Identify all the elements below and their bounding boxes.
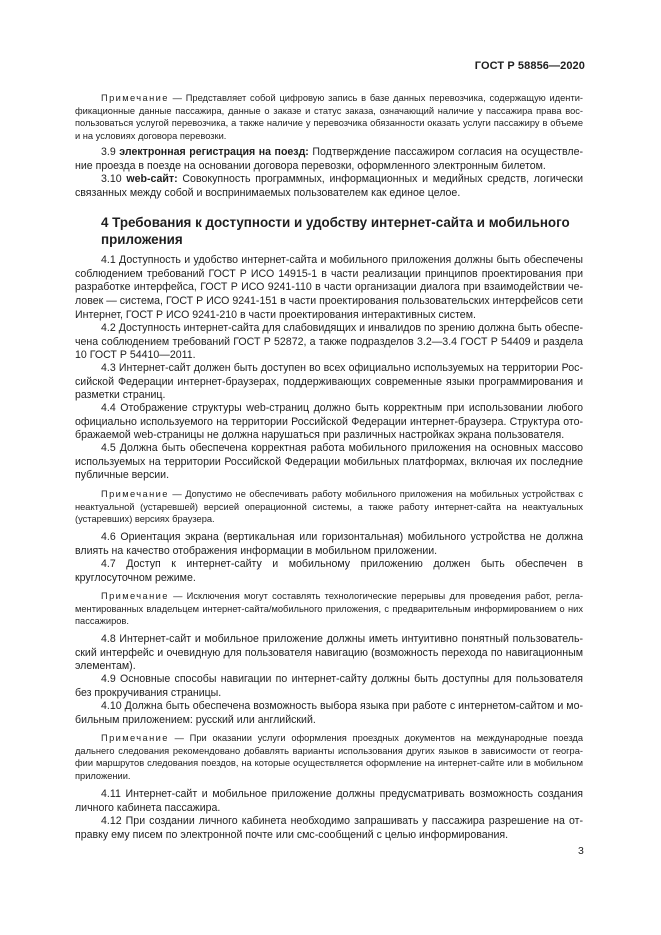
note-text: — Исключения могут составлять технологические перерывы для проведения работ, регла-ментированных владельцем интернет-сайта/мобильного приложения, с предварительным информированием о них пассажиров. [75,591,583,627]
clause-4-5: 4.5 Должна быть обеспечена корректная работа мобильного приложения на основных массово используемых на территории Российской Федерации мобильных платформах, включая их последние публичные версии. [75,442,583,482]
note-label: Примечание [101,93,169,103]
clause-4-8: 4.8 Интернет-сайт и мобильное приложение должны иметь интуитивно понятный пользователь-ский интерфейс и очевидную для пользователя навигацию (возможность перехода по навигационным элементам). [75,633,583,673]
clause-3-9 [75,146,583,173]
clause-4-1: 4.1 Доступность и удобство интернет-сайта и мобильного приложения должны быть обеспечены соблюдением требований ГОСТ Р ИСО 14915-1 в части реализации принципов проектирования при разработке интерфейса, ГОСТ Р ИСО 9241-110 в части организации диалога при взаимодействии че-ловек — система, ГОСТ Р ИСО 9241-151 в части проектирования пользовательских интерфейсов сети Интернет, ГОСТ Р ИСО 9241-210 в части проектирования интерактивных систем. [75,254,583,321]
note-text: — Представляет собой цифровую запись в базе данных перевозчика, содержащую иденти-фикационные данные пассажира, данные о заказе и статус заказа, означающий наличие у пассажира права вос-пользоваться услугой перевозчика, а также наличие у перевозчика обязанности оказать услуги пассажиру в объеме и на условиях договора перевозки. [75,93,583,141]
clause-4-11: 4.11 Интернет-сайт и мобильное приложение должны предусматривать возможность создания личного кабинета пассажира. [75,788,583,814]
note-maintenance [75,590,583,628]
clause-4-9: 4.9 Основные способы навигации по интернет-сайту должны быть доступны для пользователя без прокручивания страницы. [75,673,583,699]
clause-term: web-сайт: [126,173,178,185]
clause-4-2: 4.2 Доступность интернет-сайта для слабовидящих и инвалидов по зрению должна быть обеспе-чена соблюдением требований ГОСТ Р 52872, а также подразделов 3.2—3.4 ГОСТ Р 54409 и раздела 10 ГОСТ Р 54410—2011. [75,322,583,362]
note-text: — При оказании услуги оформления проездных документов на международные поезда дальнего следования рекомендовано добавлять варианты использования других языков в зависимости от геогра-фии маршрутов следования поездов, на которые осуществляется оформление на интернет-сайте или в мобильном приложении. [75,733,583,781]
document-header: ГОСТ Р 58856—2020 [474,60,585,72]
clause-term: электронная регистрация на поезд: [119,146,309,158]
note-definition-record [75,92,583,142]
clause-4-7: 4.7 Доступ к интернет-сайту и мобильному приложению должен быть обеспечен в круглосуточном режиме. [75,558,583,584]
page-number: 3 [578,845,584,857]
clause-4-3: 4.3 Интернет-сайт должен быть доступен во всех официально используемых на территории Рос-сийской Федерации интернет-браузерах, поддерживающих современные языки программирования и разметки страниц. [75,362,583,402]
clause-4-12: 4.12 При создании личного кабинета необходимо запрашивать у пассажира разрешение на от-правку ему писем по электронной почте или смс-сообщений с целью информирования. [75,815,583,841]
note-mobile-devices [75,488,583,526]
clause-3-10 [75,173,583,200]
clause-4-10: 4.10 Должна быть обеспечена возможность выбора языка при работе с интернетом-сайтом и мо-бильным приложением: русский или английский. [75,700,583,726]
clause-text: Подтверждение пассажиром согласия на осуществле-ние проезда в поезде на основании договора перевозки, оформленного электронным билетом. [75,146,583,172]
note-label: Примечание [101,489,169,499]
clause-number: 3.9 [101,146,116,158]
clause-number: 3.10 [101,173,122,185]
clause-text: Совокупность программных, информационных и медийных средств, логически связанных между собой и воспринимаемых пользователем как единое целое. [75,173,583,199]
clause-4-4: 4.4 Отображение структуры web-страниц должно быть корректным при использовании любого официально используемого на территории Российской Федерации интернет-браузера. Структура ото-бражаемой web-страницы не должна нарушаться при различных настройках экрана пользователя. [75,402,583,442]
note-languages [75,732,583,782]
note-label: Примечание [101,591,169,601]
note-label: Примечание [101,733,169,743]
note-text: — Допустимо не обеспечивать работу мобильного приложения на мобильных устройствах с неактуальной (устаревшей) версией операционной системы, а также работу интернет-сайта на неактуальных (устаревших) версиях браузера. [75,489,583,525]
section-heading: 4 Требования к доступности и удобству интернет-сайта и мобильного приложения [101,215,570,247]
clause-4-6: 4.6 Ориентация экрана (вертикальная или горизонтальная) мобильного устройства не должна влиять на качество отображения информации в мобильном приложении. [75,531,583,557]
